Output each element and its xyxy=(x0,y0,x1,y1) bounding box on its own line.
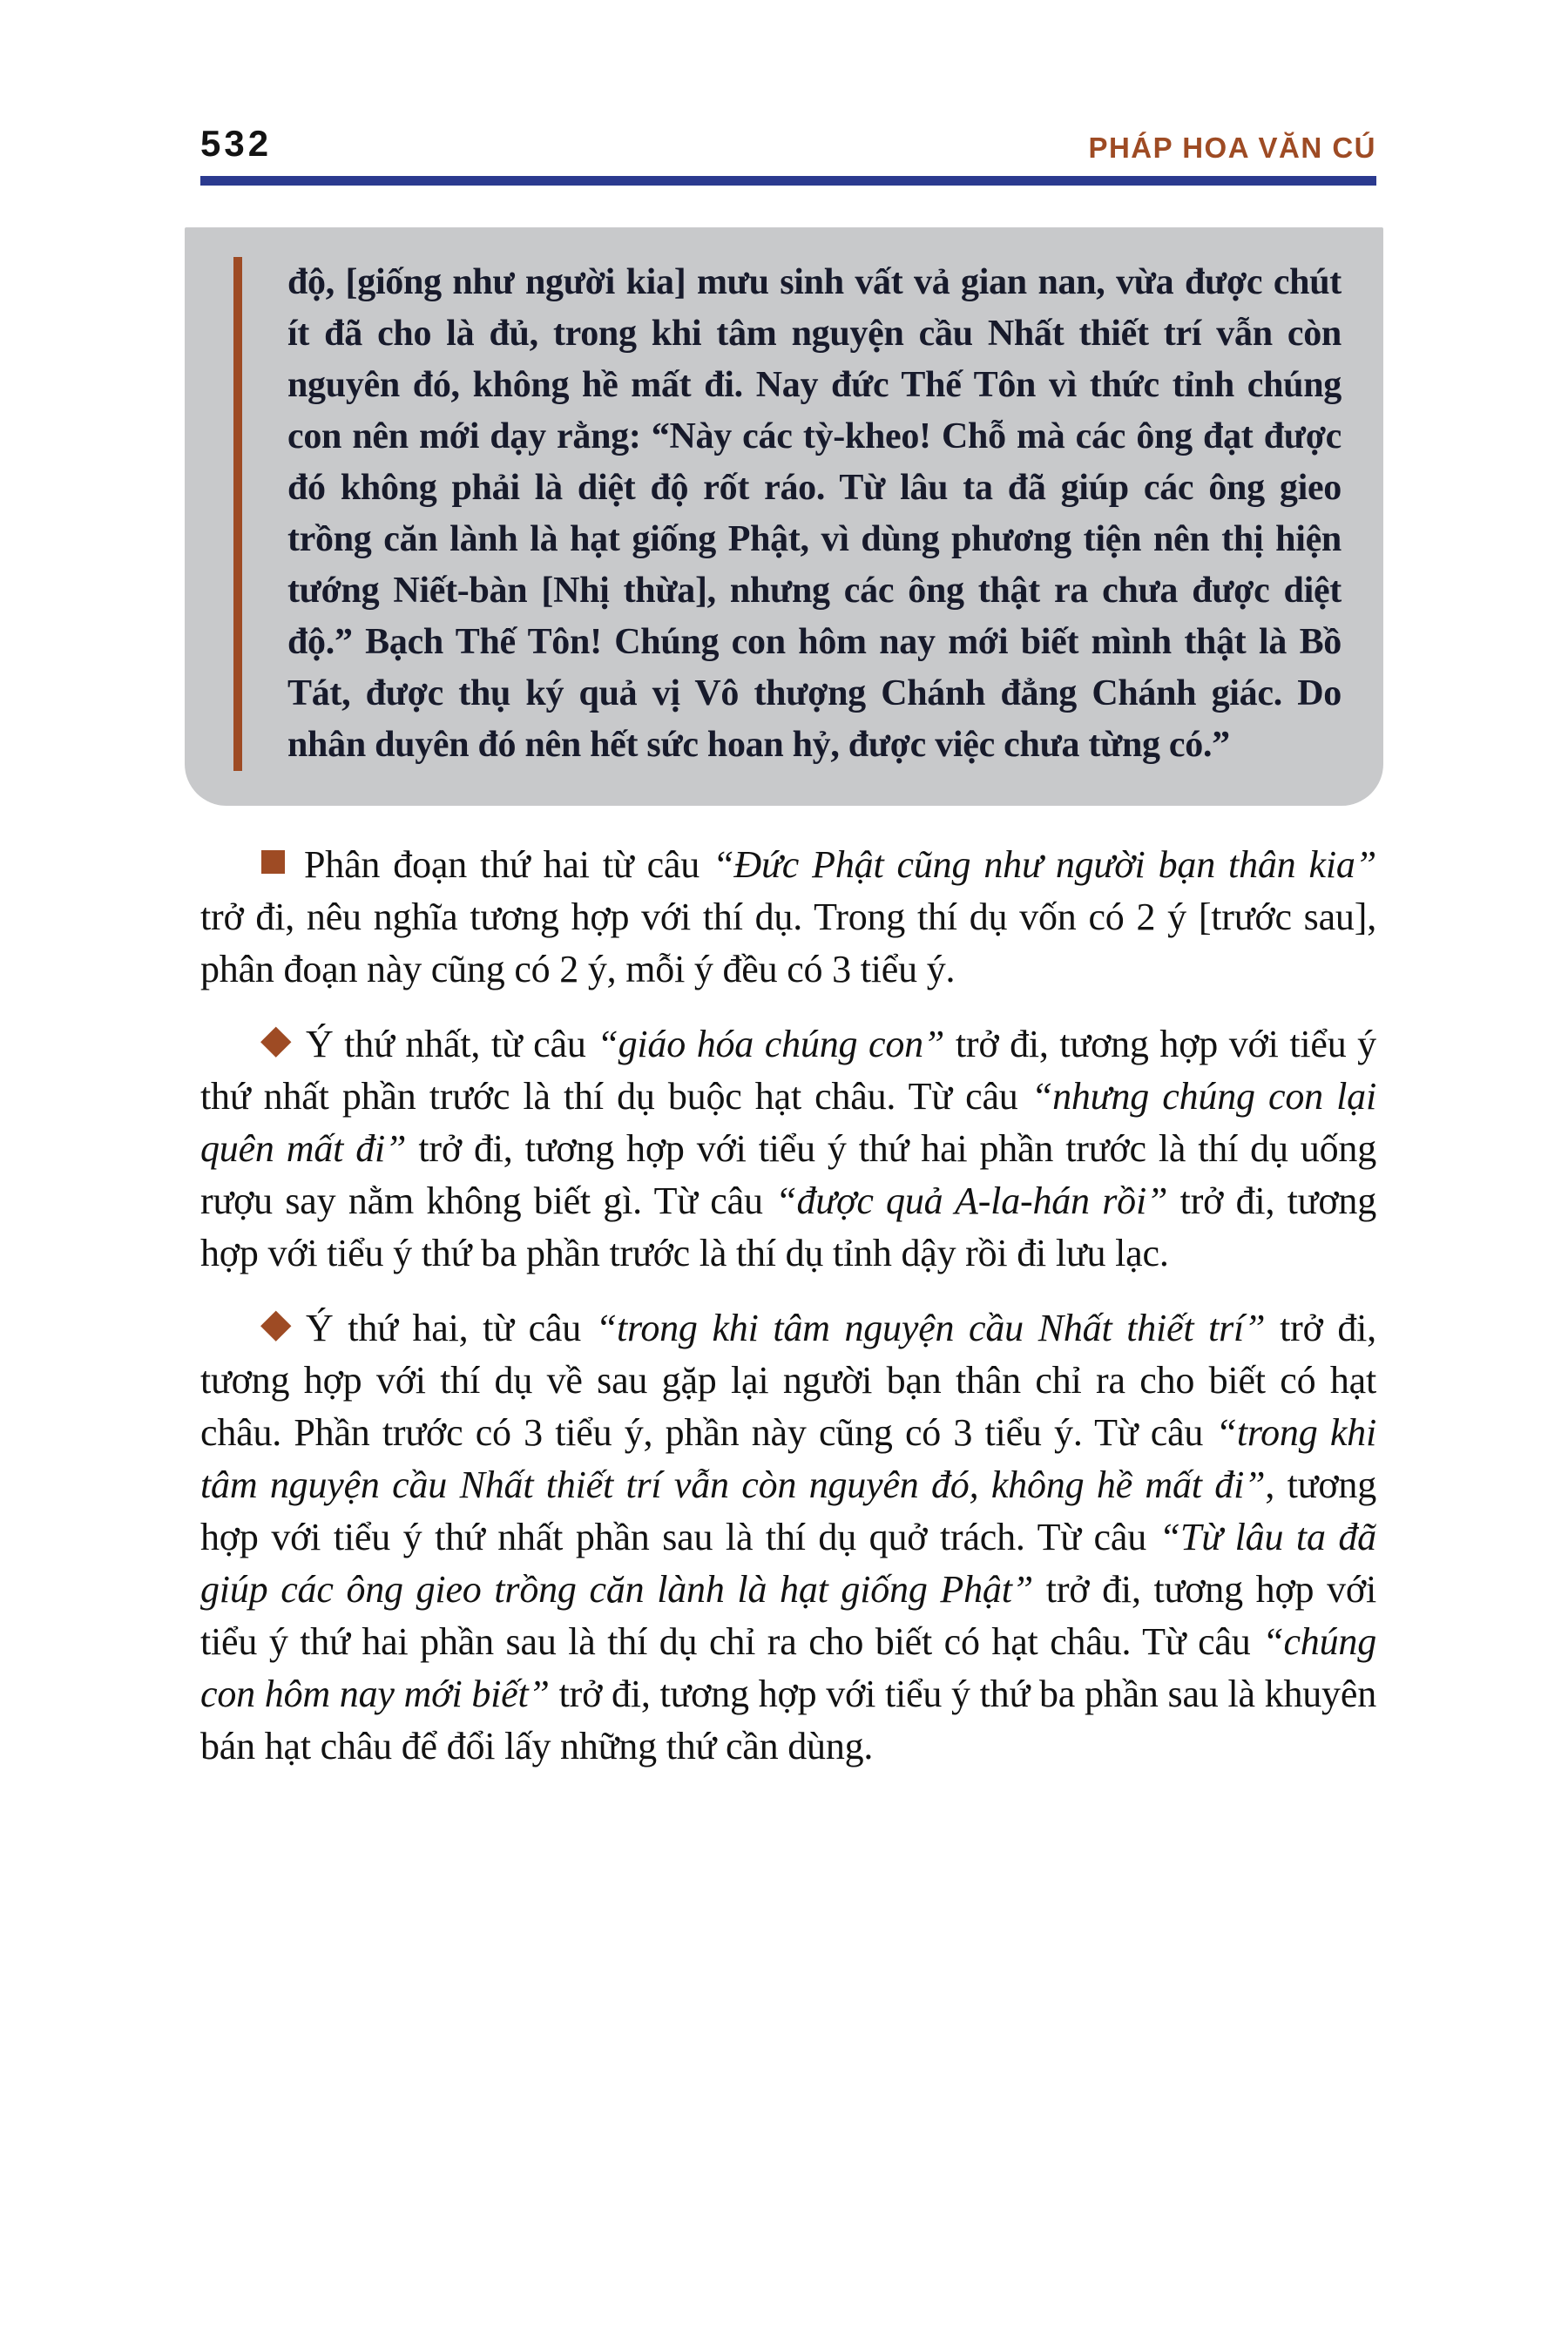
commentary-paragraph xyxy=(200,839,1376,996)
commentary-paragraph xyxy=(200,1018,1376,1280)
text-column xyxy=(200,112,1376,1773)
quote-text: độ, [giống như người kia] mưu sinh vất vả gian nan, vừa được chút ít đã cho là đủ, trong khi tâm nguyện cầu Nhất thiết trí vẫn còn nguyên đó, không hề mất đi. Nay đức Thế Tôn vì thức tỉnh chúng con nên mới dạy rằng: “Này các tỳ-kheo! Chỗ mà các ông đạt được đó không phải là diệt độ rốt ráo. Từ lâu ta đã giúp các ông gieo trồng căn lành là hạt giống Phật, vì dùng phương tiện nên thị hiện tướng Niết-bàn [Nhị thừa], nhưng các ông thật ra chưa được diệt độ.” Bạch Thế Tôn! Chúng con hôm nay mới biết mình thật là Bồ Tát, được thụ ký quả vị Vô thượng Chánh đẳng Chánh giác. Do nhân duyên đó nên hết sức hoan hỷ, được việc chưa từng có.” xyxy=(287,262,1342,765)
paragraph-text: Ý thứ hai, từ câu “trong khi tâm nguyện cầu Nhất thiết trí” trở đi, tương hợp với thí dụ về sau gặp lại người bạn thân chỉ ra cho biết có hạt châu. Phần trước có 3 tiểu ý, phần này cũng có 3 tiểu ý. Từ câu “trong khi tâm nguyện cầu Nhất thiết trí vẫn còn nguyên đó, không hề mất đi”, tương hợp với tiểu ý thứ nhất phần sau là thí dụ quở trách. Từ câu “Từ lâu ta đã giúp các ông gieo trồng căn lành là hạt giống Phật” trở đi, tương hợp với tiểu ý thứ hai phần sau là thí dụ chỉ ra cho biết có hạt châu. Từ câu “chúng con hôm nay mới biết” trở đi, tương hợp với tiểu ý thứ ba phần sau là khuyên bán hạt châu để đổi lấy những thứ cần dùng. xyxy=(200,1307,1376,1767)
paragraph-text: Phân đoạn thứ hai từ câu “Đức Phật cũng như người bạn thân kia” trở đi, nêu nghĩa tương hợp với thí dụ. Trong thí dụ vốn có 2 ý [trước sau], phân đoạn này cũng có 2 ý, mỗi ý đều có 3 tiểu ý. xyxy=(200,843,1376,990)
running-head xyxy=(200,112,1376,162)
book-title: PHÁP HOA VĂN CÚ xyxy=(1088,132,1376,164)
page-number: 532 xyxy=(200,123,273,164)
blockquote-box xyxy=(185,227,1383,806)
header-rule xyxy=(200,176,1376,186)
commentary-text xyxy=(200,839,1376,1773)
paragraph-text: Ý thứ nhất, từ câu “giáo hóa chúng con” trở đi, tương hợp với tiểu ý thứ nhất phần trước là thí dụ buộc hạt châu. Từ câu “nhưng chúng con lại quên mất đi” trở đi, tương hợp với tiểu ý thứ hai phần trước là thí dụ uống rượu say nằm không biết gì. Từ câu “được quả A-la-hán rồi” trở đi, tương hợp với tiểu ý thứ ba phần trước là thí dụ tỉnh dậy rồi đi lưu lạc. xyxy=(200,1023,1376,1274)
commentary-paragraph xyxy=(200,1302,1376,1773)
square-bullet-icon xyxy=(261,850,285,874)
diamond-bullet-icon xyxy=(260,1311,291,1342)
quote-left-bar xyxy=(233,257,242,771)
diamond-bullet-icon xyxy=(260,1027,291,1058)
